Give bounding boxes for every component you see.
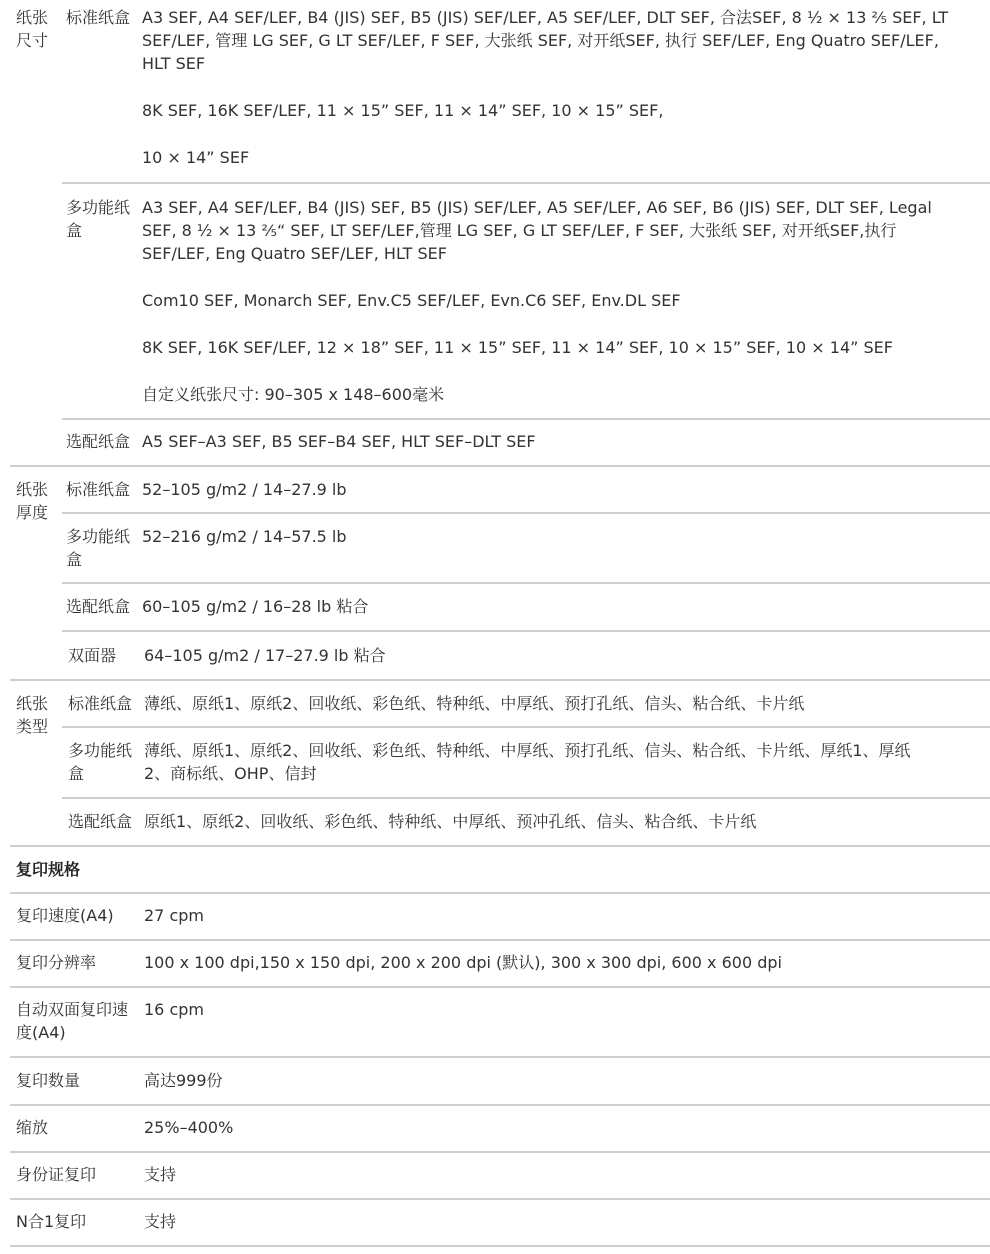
bypass-tray-label-2: 盒 bbox=[68, 764, 85, 783]
divider bbox=[62, 630, 990, 632]
paper-type-label-1: 纸张 bbox=[16, 694, 49, 713]
spec-line: Com10 SEF, Monarch SEF, Env.C5 SEF/LEF, Evn.C6 SEF, Env.DL SEF bbox=[142, 291, 681, 310]
section-divider bbox=[10, 892, 990, 894]
row-label: 复印分辨率 bbox=[16, 953, 97, 972]
section-heading: 复印规格 bbox=[16, 860, 81, 879]
paper-size-label-2: 尺寸 bbox=[16, 31, 49, 50]
spec-line: SEF/LEF, Eng Quatro SEF/LEF, HLT SEF bbox=[142, 244, 447, 263]
bypass-tray-label-2: 盒 bbox=[66, 221, 83, 240]
row-value: 100 x 100 dpi,150 x 150 dpi, 200 x 200 dpi (默认), 300 x 300 dpi, 600 x 600 dpi bbox=[144, 953, 782, 972]
divider bbox=[62, 582, 990, 584]
row-label: 复印数量 bbox=[16, 1071, 81, 1090]
row-value: 支持 bbox=[144, 1165, 177, 1184]
spec-value: A5 SEF–A3 SEF, B5 SEF–B4 SEF, HLT SEF–DLT SEF bbox=[142, 432, 536, 451]
section-divider bbox=[10, 679, 990, 681]
spec-value: 薄纸、原纸1、原纸2、回收纸、彩色纸、特种纸、中厚纸、预打孔纸、信头、粘合纸、卡片纸 bbox=[144, 694, 805, 713]
divider bbox=[10, 1151, 990, 1153]
row-label: 身份证复印 bbox=[16, 1165, 97, 1184]
standard-tray-label: 标准纸盒 bbox=[66, 8, 131, 27]
spec-value: 52–216 g/m2 / 14–57.5 lb bbox=[142, 527, 347, 546]
spec-line: 2、商标纸、OHP、信封 bbox=[144, 764, 317, 783]
divider bbox=[62, 512, 990, 514]
divider bbox=[62, 797, 990, 799]
bypass-tray-label-1: 多功能纸 bbox=[68, 741, 133, 760]
paper-size-label-1: 纸张 bbox=[16, 8, 49, 27]
divider bbox=[10, 939, 990, 941]
divider bbox=[10, 1245, 990, 1247]
row-label: N合1复印 bbox=[16, 1212, 87, 1231]
duplex-label: 双面器 bbox=[68, 646, 117, 665]
divider bbox=[10, 986, 990, 988]
row-value: 支持 bbox=[144, 1212, 177, 1231]
spec-value: 64–105 g/m2 / 17–27.9 lb 粘合 bbox=[144, 646, 386, 665]
row-label: 复印速度(A4) bbox=[16, 906, 114, 925]
spec-line: 自定义纸张尺寸: 90–305 x 148–600毫米 bbox=[142, 385, 445, 404]
standard-tray-label: 标准纸盒 bbox=[68, 694, 133, 713]
section-divider bbox=[10, 465, 990, 467]
spec-line: SEF, 8 ½ × 13 ⅖“ SEF, LT SEF/LEF,管理 LG SEF, G LT SEF/LEF, F SEF, 大张纸 SEF, 对开纸SEF,执行 bbox=[142, 221, 897, 240]
divider bbox=[10, 1198, 990, 1200]
paper-weight-label-2: 厚度 bbox=[16, 503, 49, 522]
spec-line: A3 SEF, A4 SEF/LEF, B4 (JIS) SEF, B5 (JIS) SEF/LEF, A5 SEF/LEF, A6 SEF, B6 (JIS) SEF, DLT SEF, Legal bbox=[142, 198, 932, 217]
row-label: 度(A4) bbox=[16, 1023, 66, 1042]
bypass-tray-label-2: 盒 bbox=[66, 550, 83, 569]
bypass-tray-label-1: 多功能纸 bbox=[66, 527, 131, 546]
divider bbox=[62, 182, 990, 184]
optional-tray-label: 选配纸盒 bbox=[68, 812, 133, 831]
standard-tray-label: 标准纸盒 bbox=[66, 480, 131, 499]
section-divider bbox=[10, 845, 990, 847]
divider bbox=[10, 1056, 990, 1058]
spec-value: 原纸1、原纸2、回收纸、彩色纸、特种纸、中厚纸、预冲孔纸、信头、粘合纸、卡片纸 bbox=[144, 812, 757, 831]
spec-value: 60–105 g/m2 / 16–28 lb 粘合 bbox=[142, 597, 369, 616]
paper-type-label-2: 类型 bbox=[16, 717, 49, 736]
optional-tray-label: 选配纸盒 bbox=[66, 432, 131, 451]
divider bbox=[62, 726, 990, 728]
divider bbox=[10, 1104, 990, 1106]
row-value: 高达999份 bbox=[144, 1071, 223, 1090]
spec-line: SEF/LEF, 管理 LG SEF, G LT SEF/LEF, F SEF, 大张纸 SEF, 对开纸SEF, 执行 SEF/LEF, Eng Quatro SEF/LEF, bbox=[142, 31, 939, 50]
paper-weight-label-1: 纸张 bbox=[16, 480, 49, 499]
spec-line: HLT SEF bbox=[142, 54, 206, 73]
spec-line: 8K SEF, 16K SEF/LEF, 11 × 15” SEF, 11 × 14” SEF, 10 × 15” SEF, bbox=[142, 101, 664, 120]
row-value: 16 cpm bbox=[144, 1000, 204, 1019]
row-label: 自动双面复印速 bbox=[16, 1000, 129, 1019]
spec-value: 52–105 g/m2 / 14–27.9 lb bbox=[142, 480, 347, 499]
row-value: 25%–400% bbox=[144, 1118, 234, 1137]
bypass-tray-label-1: 多功能纸 bbox=[66, 198, 131, 217]
spec-line: 薄纸、原纸1、原纸2、回收纸、彩色纸、特种纸、中厚纸、预打孔纸、信头、粘合纸、卡片纸、厚纸1、厚纸 bbox=[144, 741, 911, 760]
divider bbox=[62, 418, 990, 420]
spec-line: 10 × 14” SEF bbox=[142, 148, 250, 167]
spec-line: 8K SEF, 16K SEF/LEF, 12 × 18” SEF, 11 × 15” SEF, 11 × 14” SEF, 10 × 15” SEF, 10 × 14” SEF bbox=[142, 338, 893, 357]
row-value: 27 cpm bbox=[144, 906, 204, 925]
row-label: 缩放 bbox=[16, 1118, 49, 1137]
optional-tray-label: 选配纸盒 bbox=[66, 597, 131, 616]
spec-line: A3 SEF, A4 SEF/LEF, B4 (JIS) SEF, B5 (JIS) SEF/LEF, A5 SEF/LEF, DLT SEF, 合法SEF, 8 ½ × 13 ⅖ SEF, LT bbox=[142, 8, 949, 27]
